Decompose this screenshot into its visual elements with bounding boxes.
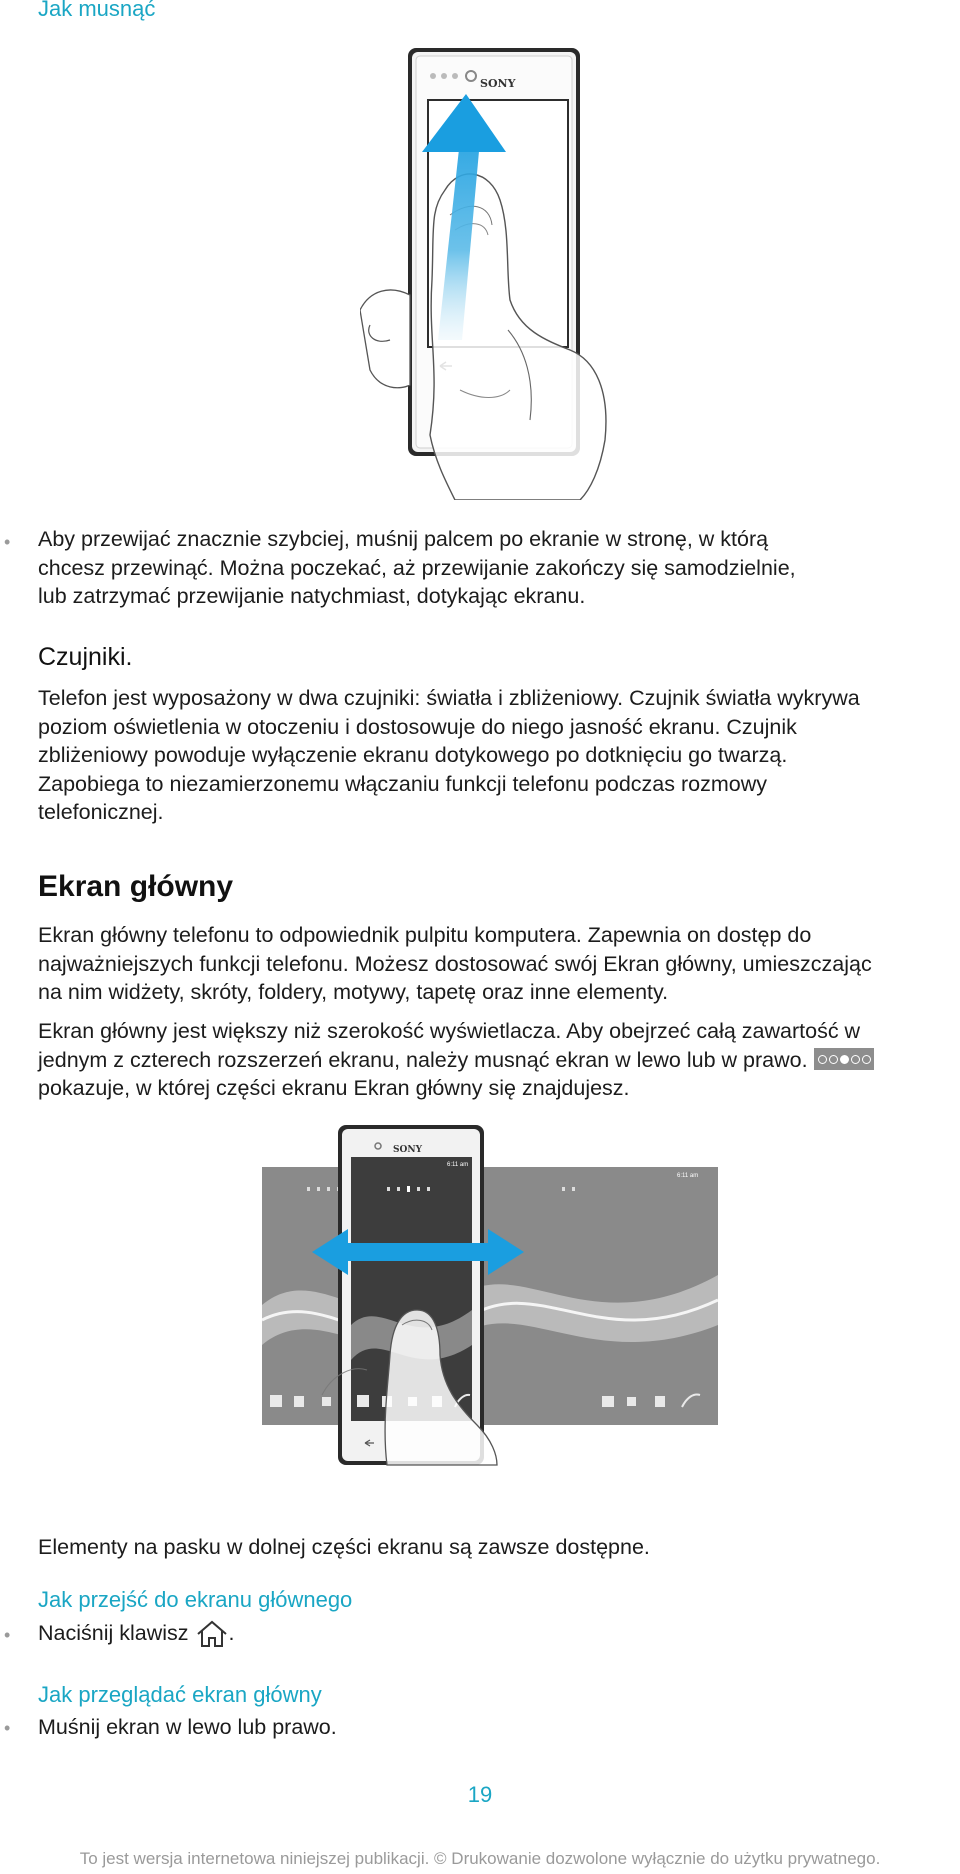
bullet-text: Naciśnij klawisz xyxy=(38,1621,189,1645)
text-line: na nim widżety, skróty, foldery, motywy, tapetę oraz inne elementy. xyxy=(38,980,669,1004)
bullet-dot: • xyxy=(4,1718,11,1738)
goto-home-bullet xyxy=(38,1619,235,1648)
phone-brand-2: SONY xyxy=(393,1145,422,1155)
home-paragraph-2 xyxy=(38,1017,953,1103)
home-paragraph-1 xyxy=(38,921,948,1007)
text-line: Ekran główny jest większy niż szerokość wyświetlacza. Aby obejrzeć całą zawartość w xyxy=(38,1019,861,1043)
text-line: poziom oświetlenia w otoczeniu i dostosowuje do niego jasność ekranu. Czujnik xyxy=(38,714,797,739)
text-line: lub zatrzymać przewijanie natychmiast, dotykając ekranu. xyxy=(38,584,586,608)
bullet-dot: • xyxy=(4,1625,11,1645)
browse-home-heading: Jak przeglądać ekran główny xyxy=(38,1682,322,1707)
text-line: zbliżeniowy powoduje wyłączenie ekranu dotykowego po dotknięciu go twarzą. xyxy=(38,743,788,767)
indicator-dot xyxy=(818,1055,827,1064)
text-line: pokazuje, w której części ekranu Ekran główny się znajdujesz. xyxy=(38,1076,630,1100)
browse-home-bullet: Muśnij ekran w lewo lub prawo. xyxy=(38,1715,337,1739)
screen-indicator-icon xyxy=(814,1048,874,1070)
home-icon xyxy=(195,1620,229,1648)
page-number: 19 xyxy=(467,1782,493,1807)
text-line: najważniejszych funkcji telefonu. Możesz dostosować swój Ekran główny, umieszczając xyxy=(38,951,872,976)
text-line xyxy=(38,1046,953,1075)
flick-bullet-text xyxy=(38,525,938,611)
indicator-dot xyxy=(851,1055,860,1064)
bullet-text-end: . xyxy=(228,1621,235,1645)
footer-note: To jest wersja internetowa niniejszej publikacji. © Drukowanie dozwolone wyłącznie do użytku prywatnego. xyxy=(79,1849,881,1868)
sensors-paragraph xyxy=(38,684,948,827)
flick-heading: Jak musnąć xyxy=(38,0,156,21)
text-line: Ekran główny telefonu to odpowiednik pulpitu komputera. Zapewnia on dostęp do xyxy=(38,923,812,947)
indicator-dot-active xyxy=(840,1055,849,1064)
text-line-part: jednym z czterech rozszerzeń ekranu, należy musnąć ekran w lewo lub w prawo. xyxy=(38,1047,808,1072)
indicator-dot xyxy=(862,1055,871,1064)
text-line: Telefon jest wyposażony w dwa czujniki: światła i zbliżeniowy. Czujnik światła wykrywa xyxy=(38,686,860,710)
flick-illustration xyxy=(360,40,630,500)
status-time: 6:11 am xyxy=(447,1162,469,1168)
text-line: Aby przewijać znacznie szybciej, muśnij palcem po ekranie w stronę, w którą xyxy=(38,527,769,551)
dock-note: Elementy na pasku w dolnej części ekranu są zawsze dostępne. xyxy=(38,1535,650,1559)
home-title: Ekran główny xyxy=(38,870,234,903)
phone-brand-1: SONY xyxy=(480,77,516,90)
svg-text:6:11 am: 6:11 am xyxy=(677,1173,699,1179)
home-screen-illustration xyxy=(262,1125,718,1475)
goto-home-heading: Jak przejść do ekranu głównego xyxy=(38,1587,353,1612)
text-line: Zapobiega to niezamierzonemu włączaniu funkcji telefonu podczas rozmowy xyxy=(38,771,767,796)
bullet-dot: • xyxy=(4,532,11,552)
indicator-dot xyxy=(829,1055,838,1064)
sensors-title: Czujniki. xyxy=(38,643,133,671)
text-line: telefonicznej. xyxy=(38,800,164,824)
text-line: chcesz przewinąć. Można poczekać, aż przewijanie zakończy się samodzielnie, xyxy=(38,555,796,580)
